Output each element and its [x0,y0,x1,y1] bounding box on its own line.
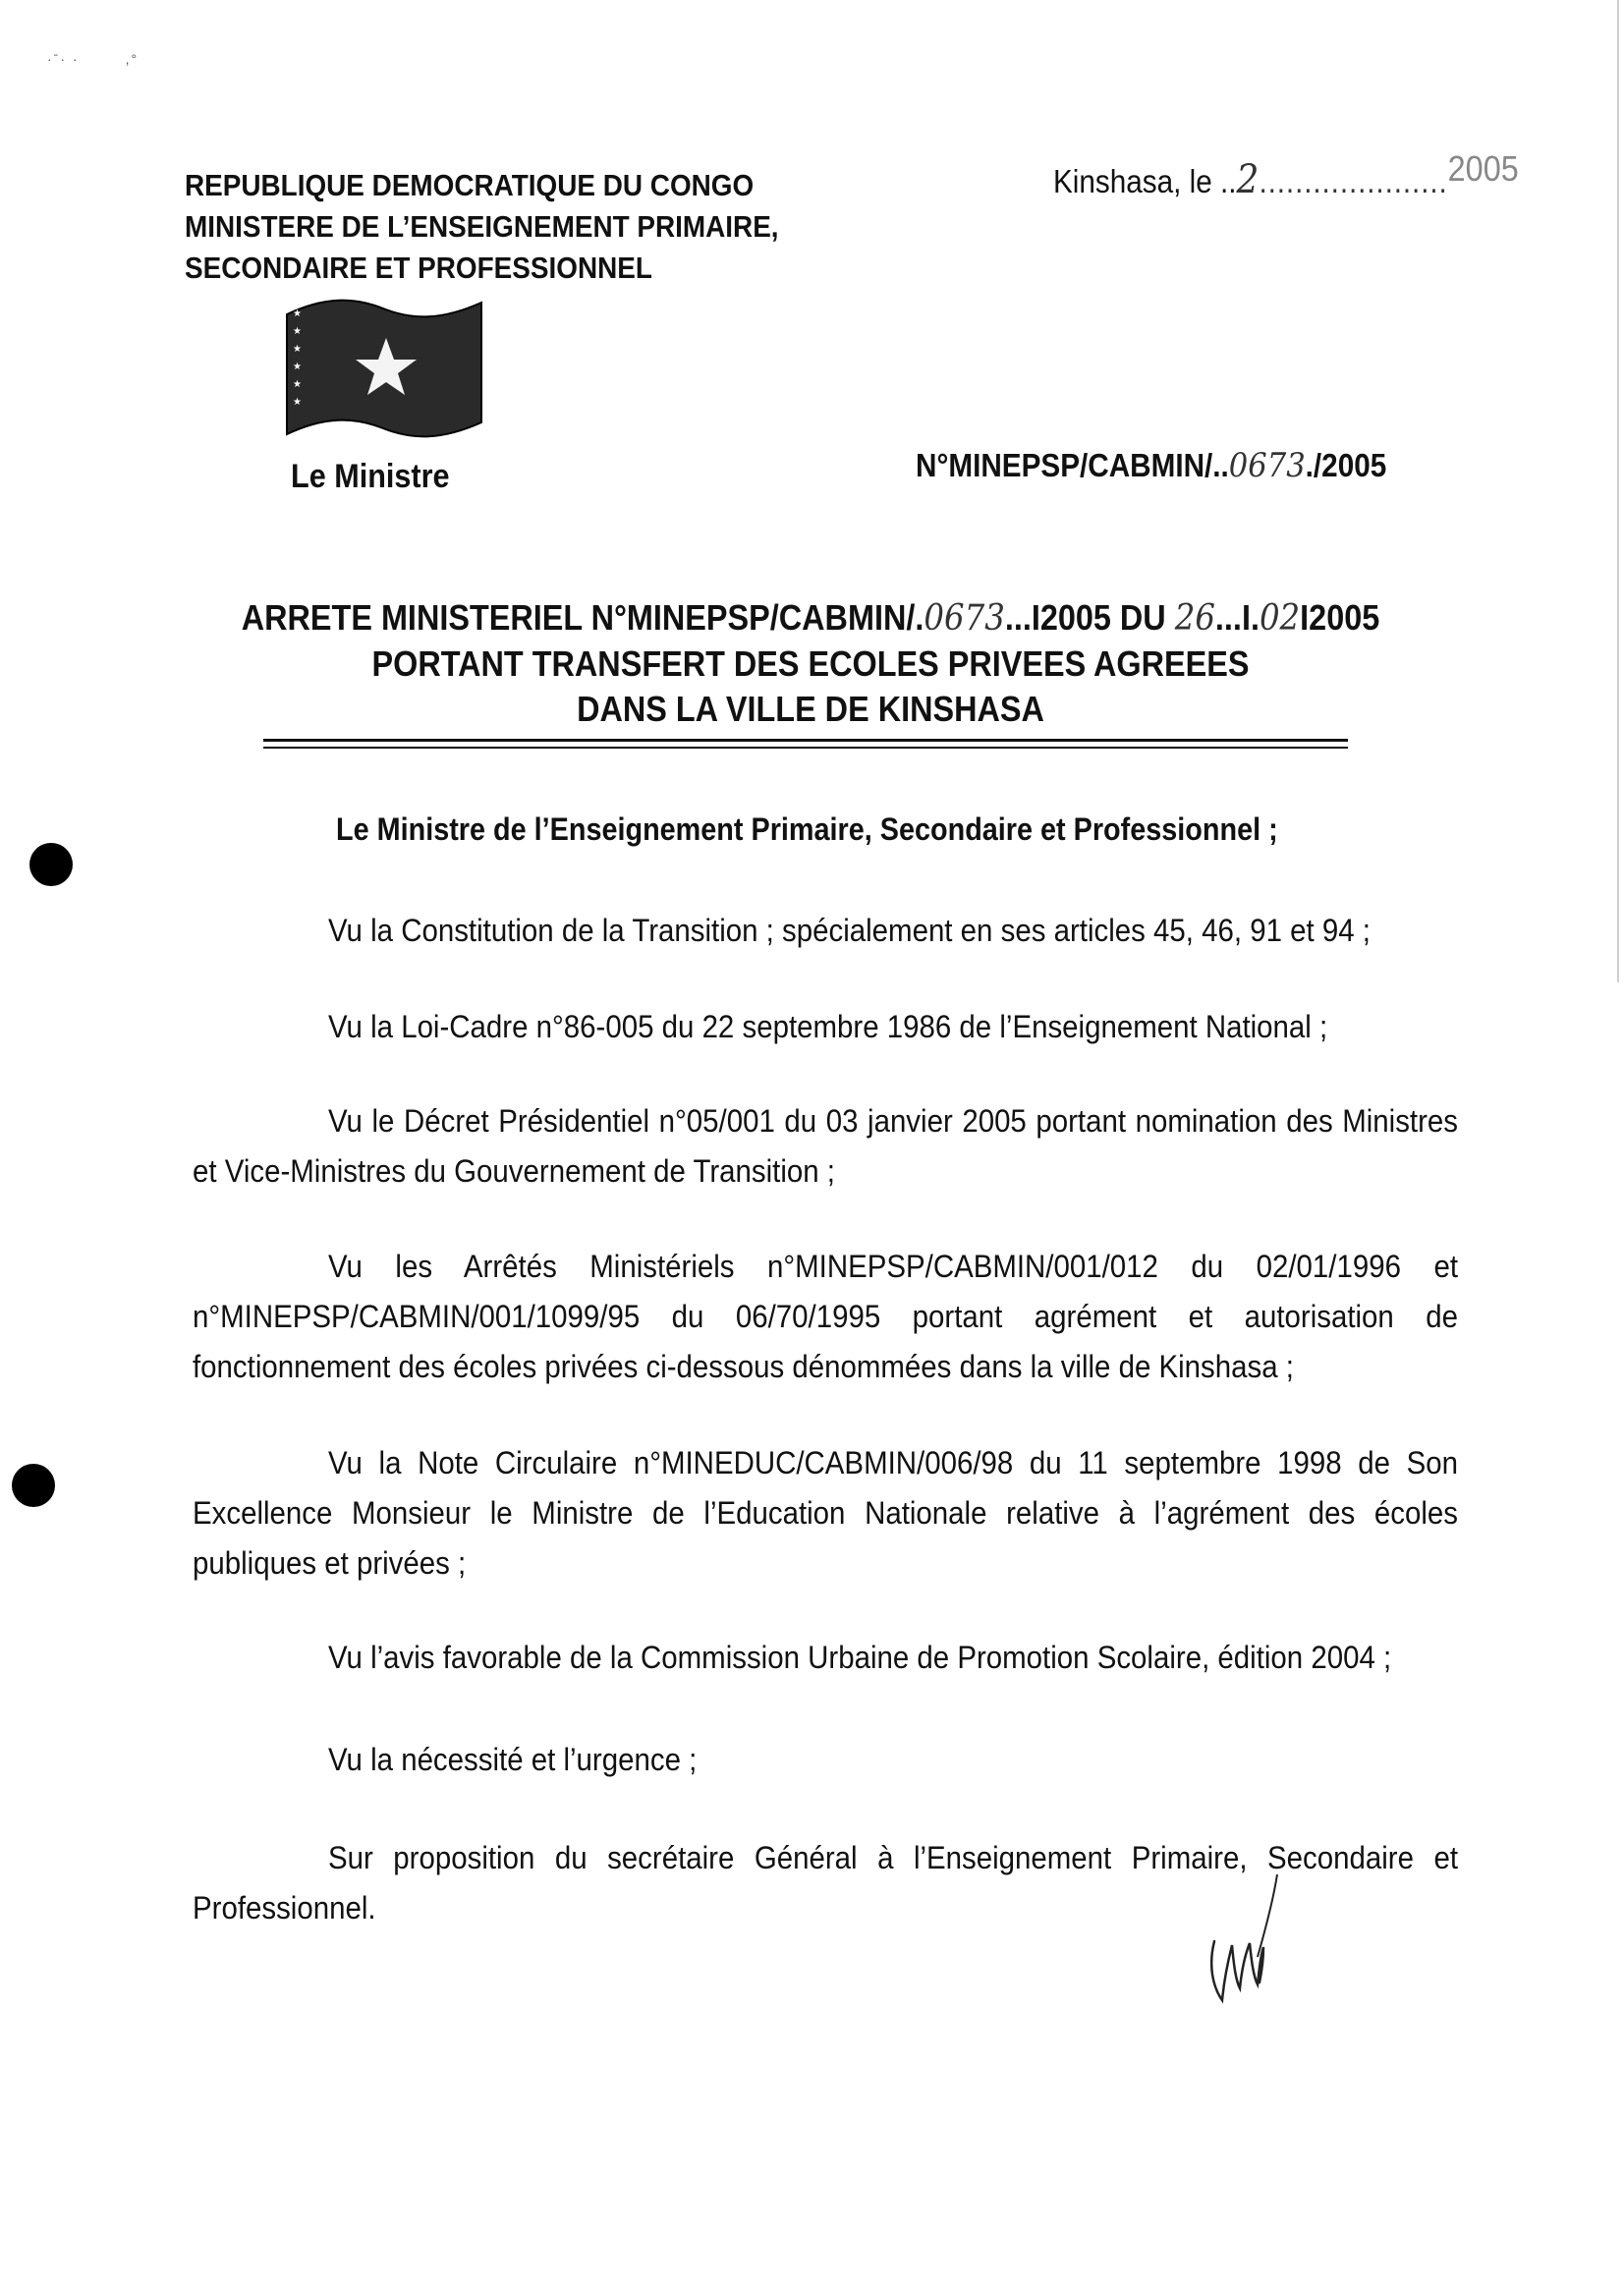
decree-title-line2: PORTANT TRANSFERT DES ECOLES PRIVEES AGREEES [371,643,1250,684]
preamble-title: Le Ministre de l’Enseignement Primaire, Secondaire et Professionnel ; [336,811,1278,847]
date-dots: ..................... [1259,163,1448,199]
place-date [1053,148,1519,202]
svg-text:★: ★ [293,308,302,319]
scan-specks: ·ˉ· · ,° [47,51,140,67]
letterhead-line-ministry: MINISTERE DE L’ENSEIGNEMENT PRIMAIRE, [185,209,779,244]
handwritten-reference: 0673 [1228,446,1306,485]
minister-label: Le Ministre [291,458,450,495]
svg-text:★: ★ [293,362,302,372]
decree-title-line3: DANS LA VILLE DE KINSHASA [577,689,1044,729]
reference-number [916,446,1386,485]
recital-proposition: Sur proposition du secrétaire Général à l’Enseignement Primaire, Secondaire et Professionnel. [193,1840,1458,1926]
title-rule-thick [263,739,1348,742]
drc-flag-icon [285,295,483,448]
decree-title [232,595,1390,732]
recital-constitution: Vu la Constitution de la Transition ; spécialement en ses articles 45, 46, 91 et 94 ; [328,913,1371,948]
svg-text:★: ★ [293,379,302,390]
initials-signature [1201,1870,1299,2018]
recital-avis-favorable: Vu l’avis favorable de la Commission Urbaine de Promotion Scolaire, édition 2004 ; [328,1640,1392,1675]
recital-loi-cadre: Vu la Loi-Cadre n°86-005 du 22 septembre 1986 de l’Enseignement National ; [328,1009,1328,1044]
reference-suffix: ./2005 [1305,447,1387,483]
recital-arretes: Vu les Arrêtés Ministériels n°MINEPSP/CABMIN/001/012 du 02/01/1996 et n°MINEPSP/CABMIN/001/1099/95 du 06/70/1995 portant agrément et autorisation de fonctionnement des écoles privées ci-dessous dénommées dans la ville de Kinshasa ; [193,1249,1458,1384]
svg-text:★: ★ [293,344,302,355]
recital-decret: Vu le Décret Présidentiel n°05/001 du 03 janvier 2005 portant nomination des Ministres et Vice-Ministres du Gouvernement de Transition ; [193,1103,1458,1189]
place-date-prefix: Kinshasa, le .. [1053,163,1237,199]
handwritten-decree-month: 02 [1259,598,1301,639]
handwritten-decree-number: 0673 [924,598,1005,639]
handwritten-decree-day: 26 [1174,598,1215,639]
svg-text:★: ★ [293,397,302,408]
svg-text:★: ★ [293,326,302,337]
punch-hole-bottom [12,1464,55,1507]
decree-title-line1: ARRETE MINISTERIEL N°MINEPSP/CABMIN/.0673...I2005 DU 26...I.02I2005 [241,597,1380,639]
punch-hole-top [29,843,73,886]
letterhead-line-country: REPUBLIQUE DEMOCRATIQUE DU CONGO [185,168,755,202]
title-rule-thin [263,747,1348,749]
reference-prefix: N°MINEPSP/CABMIN/.. [916,447,1229,483]
stamped-year: 2005 [1447,148,1519,189]
letterhead [185,165,857,289]
recital-note-circulaire: Vu la Note Circulaire n°MINEDUC/CABMIN/006/98 du 11 septembre 1998 de Son Excellence Monsieur le Ministre de l’Education Nationale relative à l’agrément des écoles publiques et privées ; [193,1445,1458,1581]
recital-necessite: Vu la nécessité et l’urgence ; [328,1742,698,1777]
handwritten-day: 2 [1236,157,1260,202]
letterhead-line-ministry-cont: SECONDAIRE ET PROFESSIONNEL [185,251,652,285]
scan-edge [1617,0,1619,982]
